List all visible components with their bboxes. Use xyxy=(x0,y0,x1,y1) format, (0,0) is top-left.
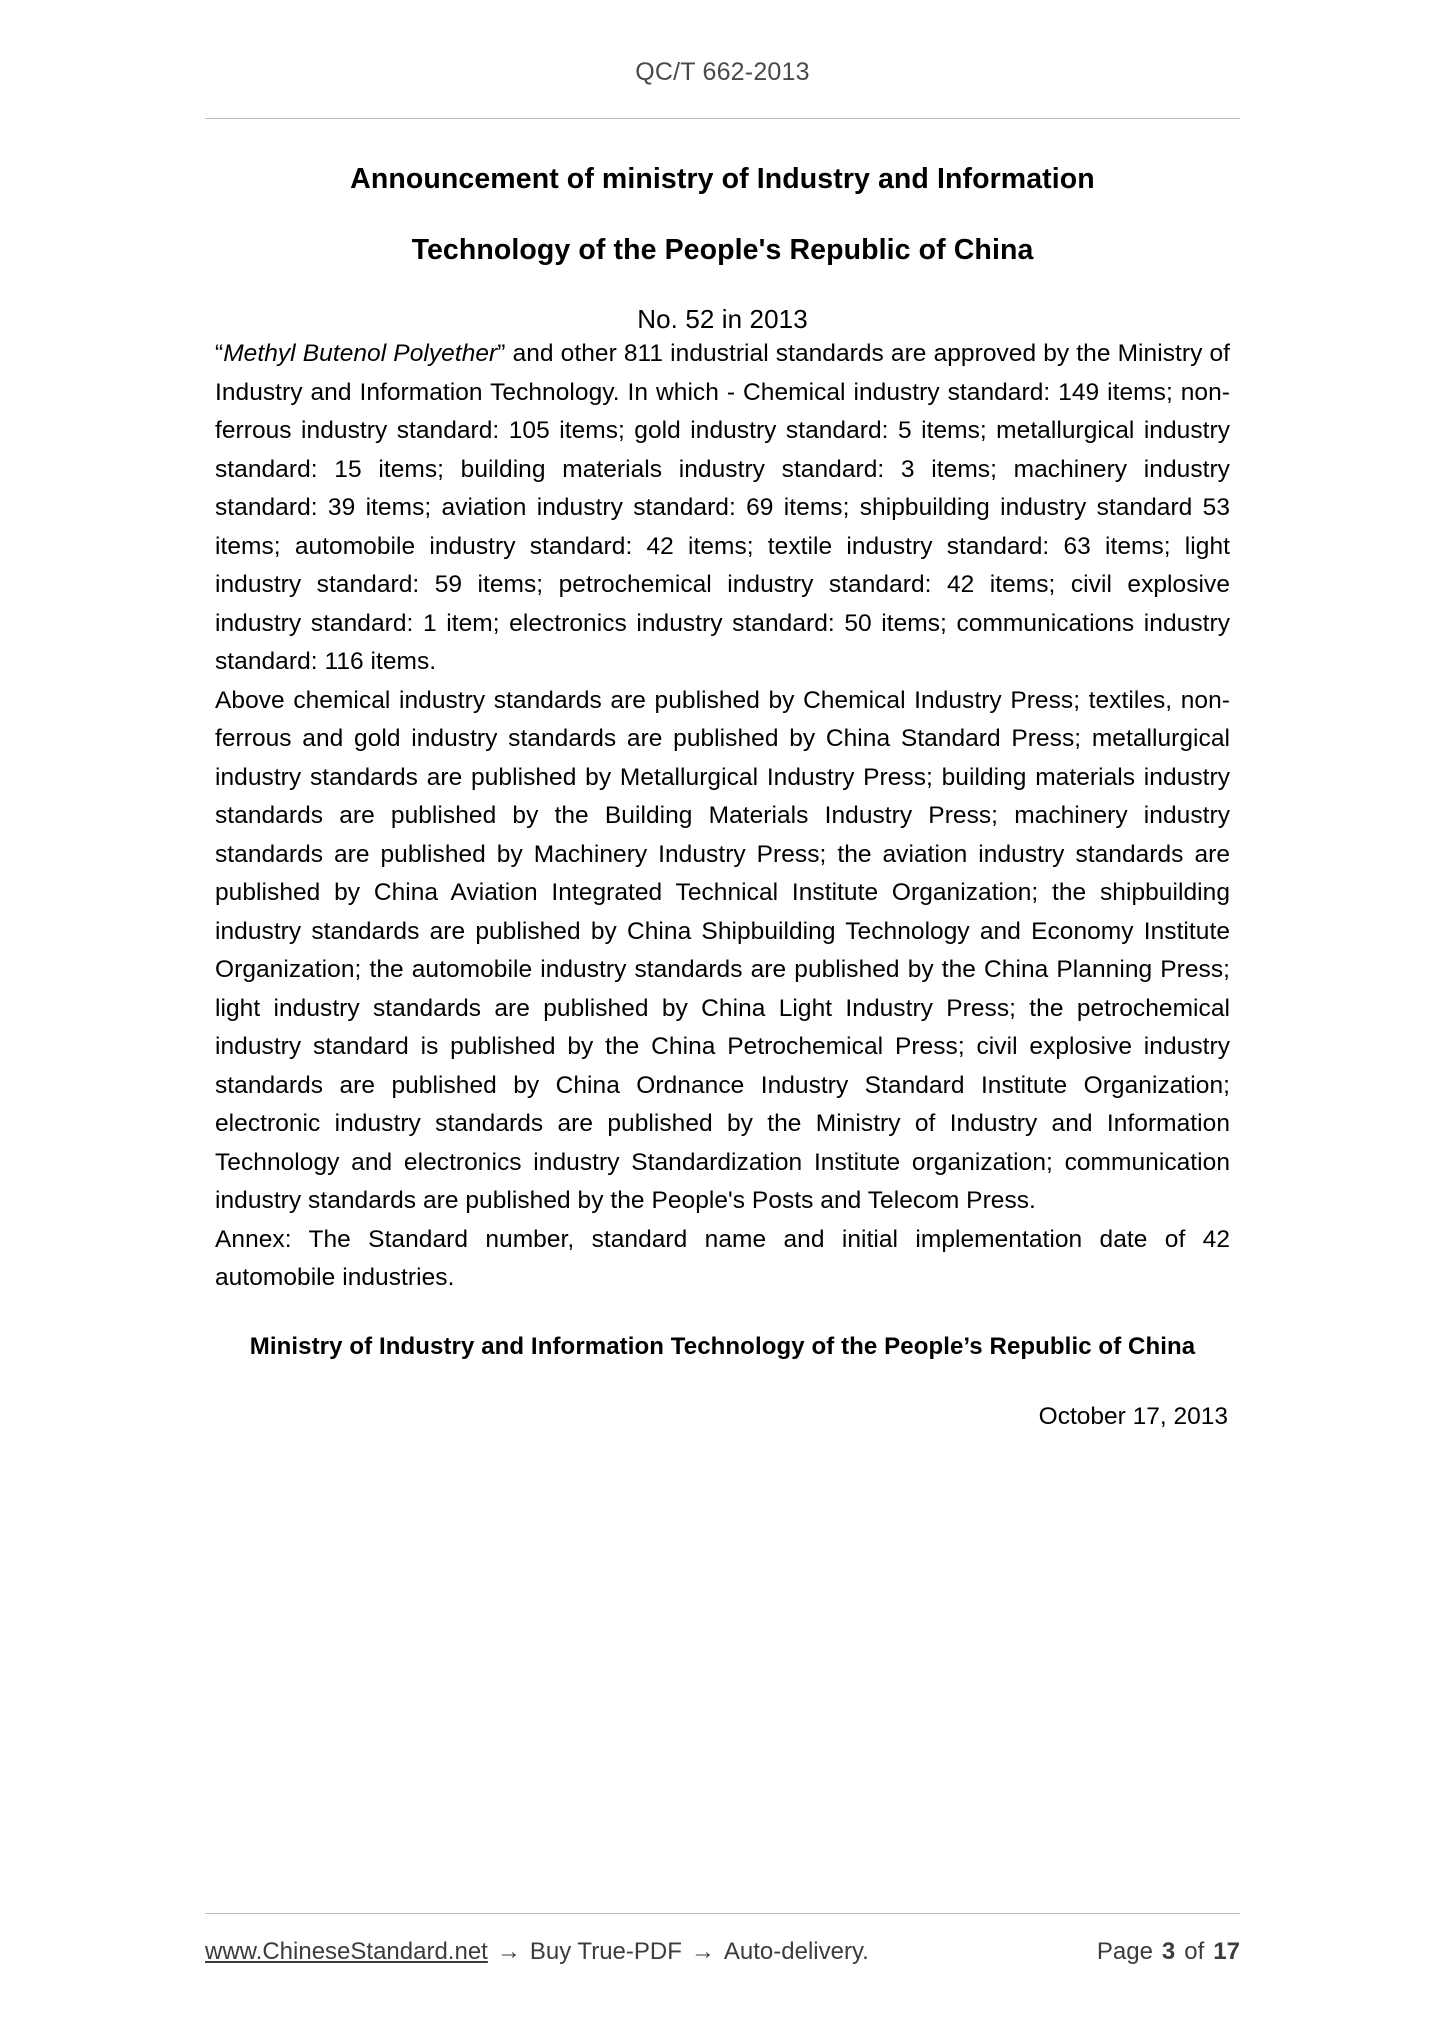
announcement-number: No. 52 in 2013 xyxy=(637,304,808,334)
of-label: of xyxy=(1184,1938,1205,1965)
quote-open: “ xyxy=(215,340,224,367)
signature-ministry: Ministry of Industry and Information Technology of the People’s Republic of China xyxy=(249,1332,1196,1360)
document-content xyxy=(215,165,1230,1431)
header-divider xyxy=(205,118,1240,119)
arrow-right-icon-2: → xyxy=(690,1938,715,1965)
page-number: 3 xyxy=(1161,1938,1176,1965)
announcement-date: October 17, 2013 xyxy=(1038,1402,1228,1430)
footer-buy-text: Buy True-PDF xyxy=(529,1938,682,1965)
paragraph-approved-standards xyxy=(215,335,1230,682)
page-footer xyxy=(205,1938,1240,1966)
page-title xyxy=(215,165,1230,264)
paragraph-1-text: ” and other 811 industrial standards are approved by the Ministry of Industry and Information Technology. In which - Chemical industry standard: 149 items; non-ferrous industry standard: 105 items; gold industry standard: 5 items; metallurgical industry standard: 15 items; building materials industry standard: 3 items; machinery industry standard: 39 items; aviation industry standard: 69 items; shipbuilding industry standard 53 items; automobile industry standard: 42 items; textile industry standard: 63 items; light industry standard: 59 items; petrochemical industry standard: 42 items; civil explosive industry standard: 1 item; electronics industry standard: 50 items; communications industry standard: 116 items. xyxy=(215,340,1230,675)
title-line-1: Announcement of ministry of Industry and Information xyxy=(350,163,1095,195)
footer-site-link[interactable]: www.ChineseStandard.net xyxy=(205,1938,488,1965)
total-pages: 17 xyxy=(1213,1938,1240,1965)
footer-left-group xyxy=(205,1938,869,1966)
page-header-standard-code: QC/T 662-2013 xyxy=(635,58,810,86)
paragraph-publishers: Above chemical industry standards are published by Chemical Industry Press; textiles, non-ferrous and gold industry standards are published by China Standard Press; metallurgical industry standards are published by Metallurgical Industry Press; building materials industry standards are published by the Building Materials Industry Press; machinery industry standards are published by Machinery Industry Press; the aviation industry standards are published by China Aviation Integrated Technical Institute Organization; the shipbuilding industry standards are published by China Shipbuilding Technology and Economy Institute Organization; the automobile industry standards are published by the China Planning Press; light industry standards are published by China Light Industry Press; the petrochemical industry standard is published by the China Petrochemical Press; civil explosive industry standards are published by China Ordnance Industry Standard Institute Organization; electronic industry standards are published by the Ministry of Industry and Information Technology and electronics industry Standardization Institute organization; communication industry standards are published by the People's Posts and Telecom Press. xyxy=(215,686,1230,1214)
standard-name-italic: Methyl Butenol Polyether xyxy=(223,340,498,367)
arrow-right-icon: → xyxy=(496,1938,521,1965)
footer-divider xyxy=(205,1913,1240,1914)
paragraph-annex: Annex: The Standard number, standard name and initial implementation date of 42 automobile industries. xyxy=(215,1225,1230,1291)
page-label: Page xyxy=(1096,1938,1153,1965)
footer-delivery-text: Auto-delivery. xyxy=(723,1938,869,1965)
footer-pagination xyxy=(1097,1938,1240,1966)
title-line-2: Technology of the People's Republic of China xyxy=(411,233,1034,266)
